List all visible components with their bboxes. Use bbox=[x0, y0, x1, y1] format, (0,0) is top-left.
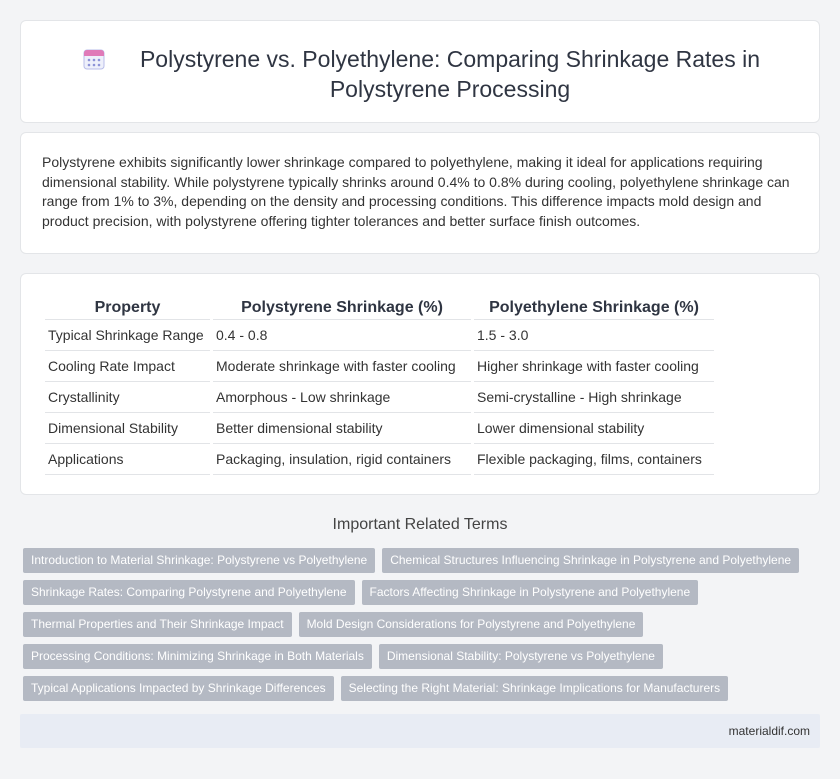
table-header-row bbox=[45, 296, 714, 320]
table-cell: Crystallinity bbox=[45, 382, 210, 413]
table-cell: Amorphous - Low shrinkage bbox=[213, 382, 471, 413]
related-term-tag[interactable]: Shrinkage Rates: Comparing Polystyrene and Polyethylene bbox=[23, 580, 355, 605]
table-cell: Cooling Rate Impact bbox=[45, 351, 210, 382]
related-term-tag[interactable]: Thermal Properties and Their Shrinkage Impact bbox=[23, 612, 292, 637]
table-cell: Typical Shrinkage Range bbox=[45, 320, 210, 351]
related-term-tag[interactable]: Typical Applications Impacted by Shrinkage Differences bbox=[23, 676, 334, 701]
table-cell: Applications bbox=[45, 444, 210, 475]
table-row bbox=[45, 351, 714, 382]
table-row bbox=[45, 382, 714, 413]
table-cell: Semi-crystalline - High shrinkage bbox=[474, 382, 714, 413]
column-header-polystyrene: Polystyrene Shrinkage (%) bbox=[213, 296, 471, 320]
site-link[interactable]: materialdif.com bbox=[728, 724, 810, 738]
table-row bbox=[45, 320, 714, 351]
column-header-property: Property bbox=[45, 296, 210, 320]
comparison-table-card bbox=[20, 273, 820, 495]
table-cell: Dimensional Stability bbox=[45, 413, 210, 444]
tag-row bbox=[23, 644, 823, 669]
tag-row bbox=[23, 580, 823, 605]
table-cell: Flexible packaging, films, containers bbox=[474, 444, 714, 475]
related-term-tag[interactable]: Factors Affecting Shrinkage in Polystyrene and Polyethylene bbox=[362, 580, 699, 605]
column-header-polyethylene: Polyethylene Shrinkage (%) bbox=[474, 296, 714, 320]
table-cell: Lower dimensional stability bbox=[474, 413, 714, 444]
related-term-tag[interactable]: Mold Design Considerations for Polystyrene and Polyethylene bbox=[299, 612, 644, 637]
table-cell: Moderate shrinkage with faster cooling bbox=[213, 351, 471, 382]
table-cell: 0.4 - 0.8 bbox=[213, 320, 471, 351]
page-title: Polystyrene vs. Polyethylene: Comparing Shrinkage Rates in Polystyrene Processing bbox=[139, 46, 761, 102]
tag-row bbox=[23, 548, 823, 573]
related-term-tag[interactable]: Chemical Structures Influencing Shrinkage in Polystyrene and Polyethylene bbox=[382, 548, 799, 573]
tag-row bbox=[23, 676, 823, 701]
table-cell: Packaging, insulation, rigid containers bbox=[213, 444, 471, 475]
table-cell: Better dimensional stability bbox=[213, 413, 471, 444]
table-cell: Higher shrinkage with faster cooling bbox=[474, 351, 714, 382]
summary-paragraph: Polystyrene exhibits significantly lower shrinkage compared to polyethylene, making it ideal for applications requiring dimensional stability. While polystyrene typically shrinks around 0.4% to 0.8% during cooling, polyethylene shrinkage can range from 1% to 3%, depending on the density and processing conditions. This difference impacts mold design and product precision, with polystyrene offering tighter tolerances and better surface finish outcomes. bbox=[42, 154, 790, 229]
summary-card bbox=[20, 132, 820, 254]
table-row bbox=[45, 413, 714, 444]
related-term-tag[interactable]: Dimensional Stability: Polystyrene vs Polyethylene bbox=[379, 644, 663, 669]
comparison-table bbox=[42, 296, 717, 475]
related-terms-list bbox=[23, 548, 823, 708]
header-card bbox=[20, 20, 820, 123]
footer bbox=[20, 714, 820, 748]
tag-row bbox=[23, 612, 823, 637]
related-terms-heading: Important Related Terms bbox=[332, 516, 508, 533]
related-term-tag[interactable]: Introduction to Material Shrinkage: Polystyrene vs Polyethylene bbox=[23, 548, 375, 573]
related-term-tag[interactable]: Processing Conditions: Minimizing Shrinkage in Both Materials bbox=[23, 644, 372, 669]
related-term-tag[interactable]: Selecting the Right Material: Shrinkage Implications for Manufacturers bbox=[341, 676, 729, 701]
table-cell: 1.5 - 3.0 bbox=[474, 320, 714, 351]
table-row bbox=[45, 444, 714, 475]
